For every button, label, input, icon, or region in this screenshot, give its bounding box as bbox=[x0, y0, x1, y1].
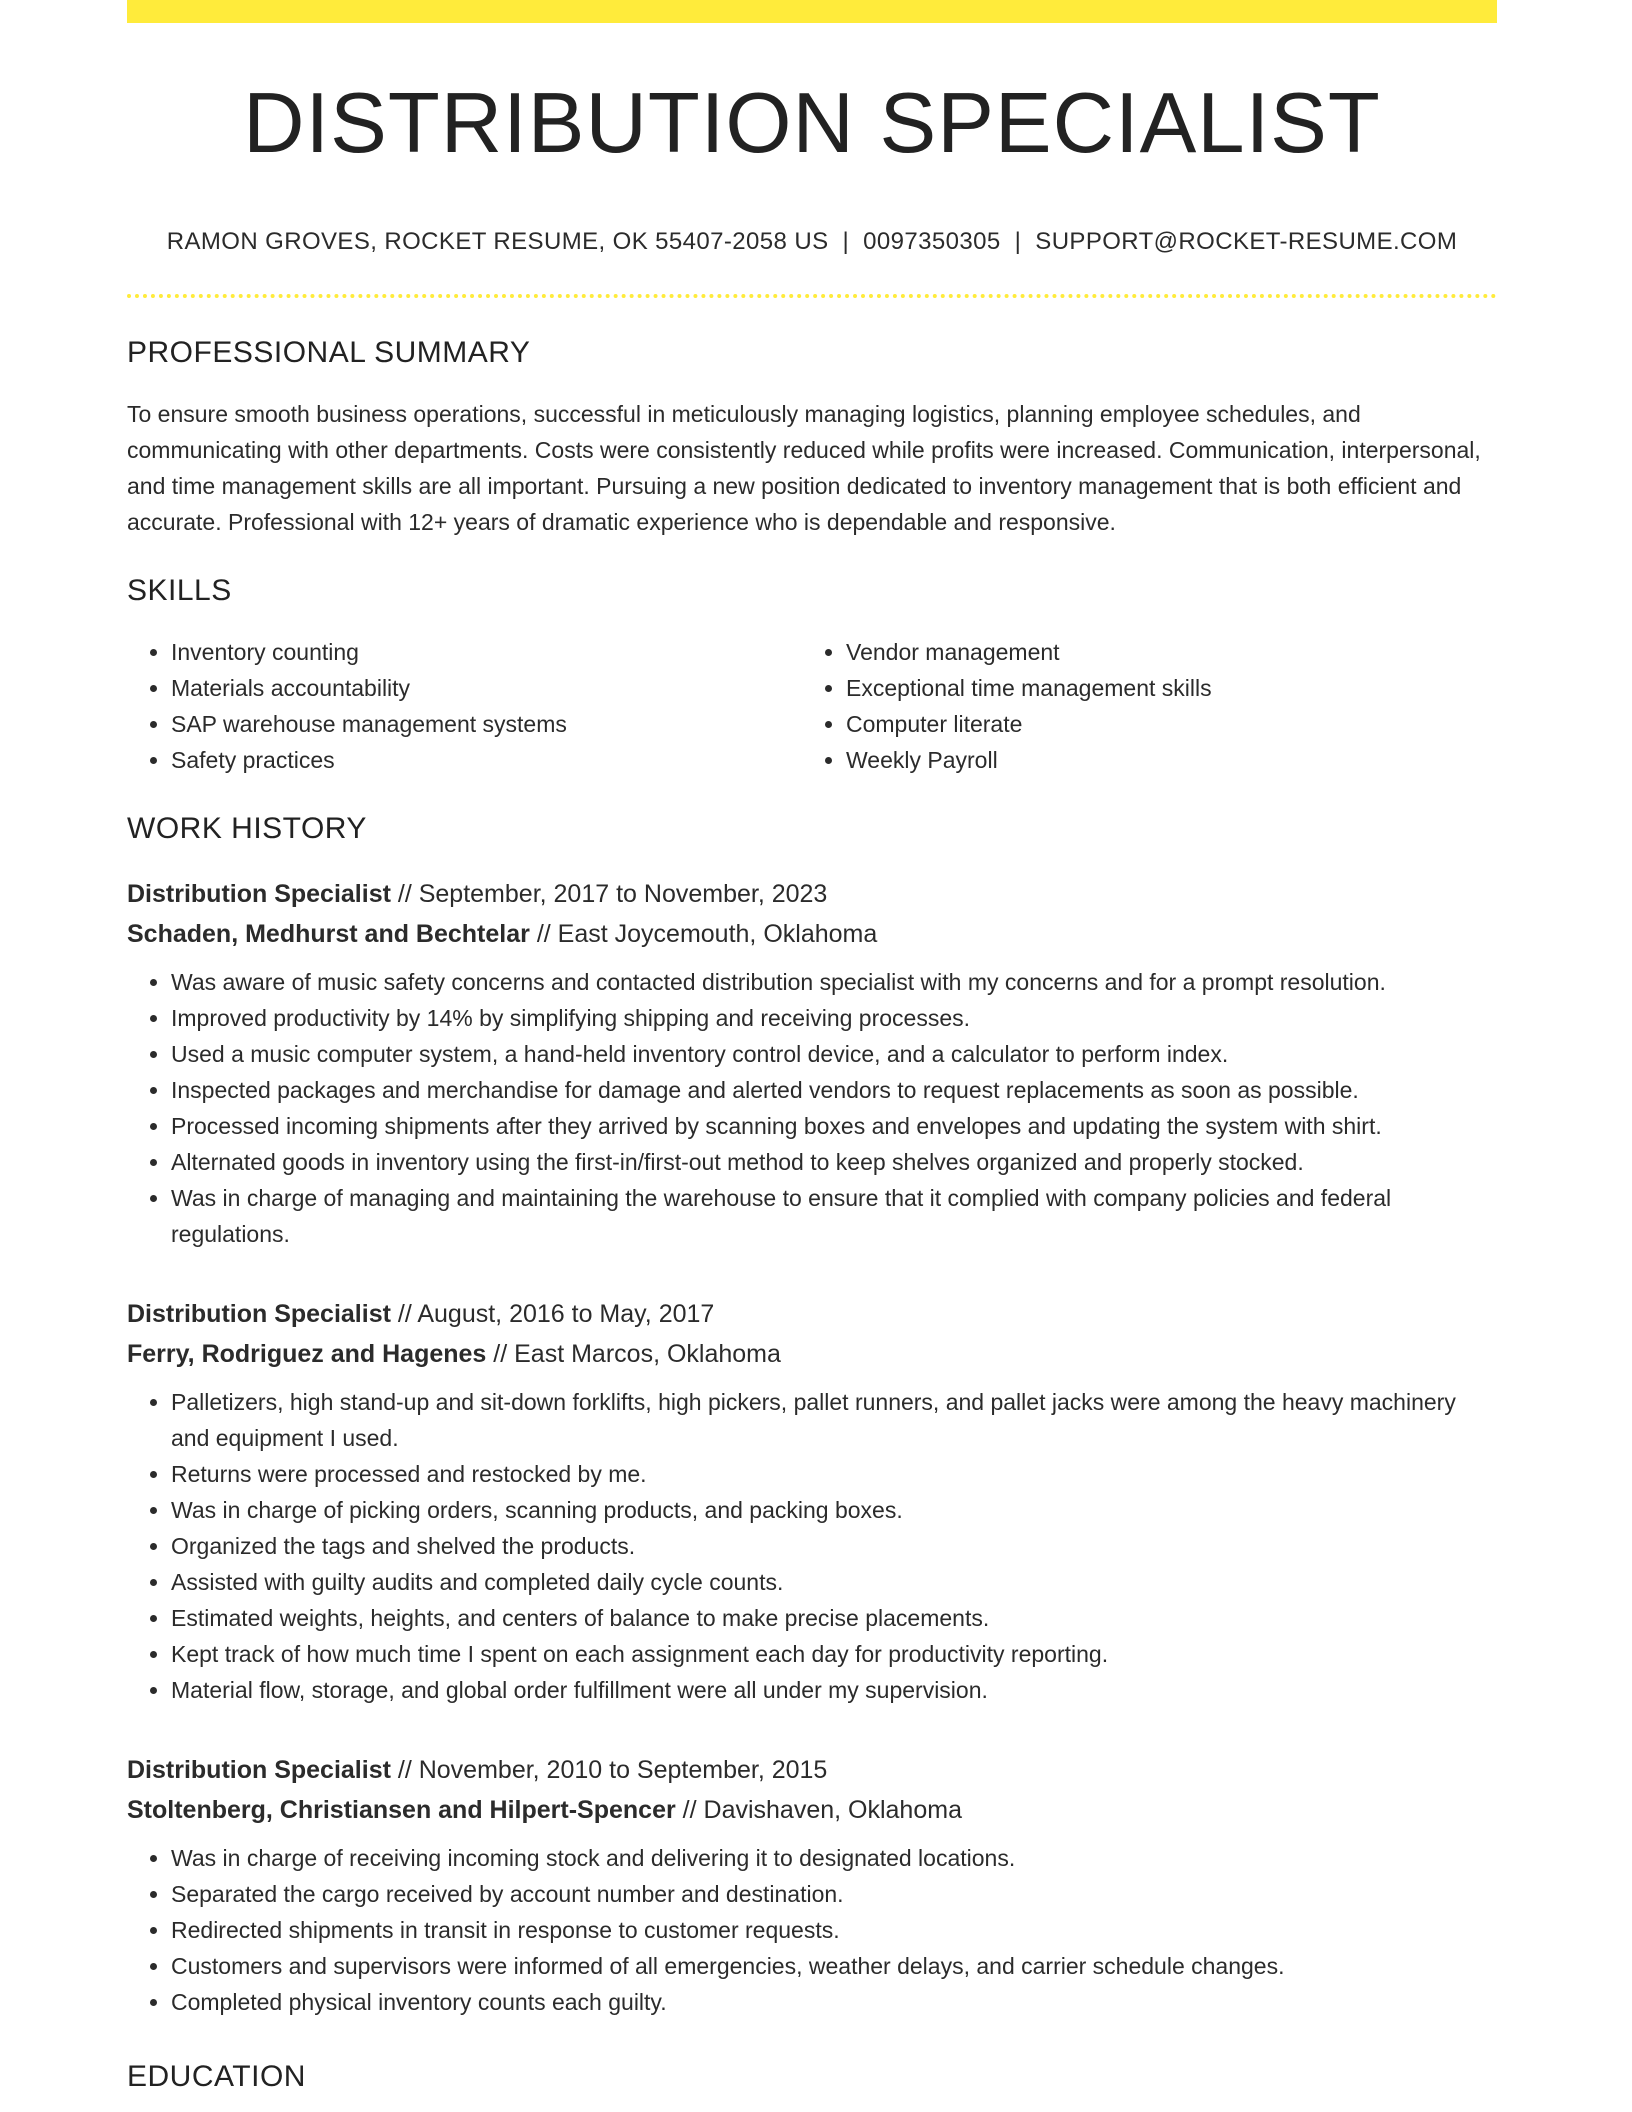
summary-heading: PROFESSIONAL SUMMARY bbox=[127, 336, 531, 369]
job-company-line bbox=[127, 1334, 1497, 1374]
job-title: Distribution Specialist bbox=[127, 1300, 391, 1328]
job-dates: // August, 2016 to May, 2017 bbox=[397, 1300, 715, 1328]
contact-address: RAMON GROVES, ROCKET RESUME, OK 55407-2058 US bbox=[166, 228, 829, 255]
resume-title: DISTRIBUTION SPECIALIST bbox=[243, 76, 1381, 171]
job-bullet: • Organized the tags and shelved the products. bbox=[171, 1528, 1497, 1564]
skill-item: • Safety practices bbox=[171, 742, 802, 778]
job-dates: // September, 2017 to November, 2023 bbox=[397, 880, 828, 908]
contact-separator: | bbox=[1014, 228, 1022, 255]
job-bullet-list bbox=[127, 964, 1497, 1252]
job-bullet-list bbox=[127, 1840, 1497, 2020]
job-bullet: • Completed physical inventory counts each guilty. bbox=[171, 1984, 1497, 2020]
work-history-heading: WORK HISTORY bbox=[127, 812, 367, 845]
skills-list-left bbox=[127, 634, 802, 778]
skill-item: • Inventory counting bbox=[171, 634, 802, 670]
job-bullet: • Was in charge of managing and maintaining the warehouse to ensure that it complied with company policies and federal regulations. bbox=[171, 1180, 1497, 1252]
job-dates: // November, 2010 to September, 2015 bbox=[397, 1756, 828, 1784]
job-entry bbox=[127, 874, 1497, 1252]
job-bullet: • Redirected shipments in transit in response to customer requests. bbox=[171, 1912, 1497, 1948]
skills-heading: SKILLS bbox=[127, 574, 232, 607]
summary-text: To ensure smooth business operations, successful in meticulously managing logistics, planning employee schedules, and communicating with other departments. Costs were consistently reduced while profits were increased. Communication, interpersonal, and time management skills are all important. Pursuing a new position dedicated to inventory management that is both efficient and accurate. Professional with 12+ years of dramatic experience who is dependable and responsive. bbox=[127, 401, 1481, 535]
job-company-line bbox=[127, 914, 1497, 954]
skill-item: • Computer literate bbox=[846, 706, 1477, 742]
job-location: // East Joycemouth, Oklahoma bbox=[536, 920, 878, 948]
job-bullet: • Material flow, storage, and global order fulfillment were all under my supervision. bbox=[171, 1672, 1497, 1708]
job-company: Schaden, Medhurst and Bechtelar bbox=[127, 920, 530, 948]
skills-grid bbox=[127, 634, 1497, 778]
job-bullet: • Separated the cargo received by account number and destination. bbox=[171, 1876, 1497, 1912]
job-bullet: • Was aware of music safety concerns and contacted distribution specialist with my concerns and for a prompt resolution. bbox=[171, 964, 1497, 1000]
job-entry bbox=[127, 1294, 1497, 1708]
job-bullet: • Assisted with guilty audits and completed daily cycle counts. bbox=[171, 1564, 1497, 1600]
skill-item: • Weekly Payroll bbox=[846, 742, 1477, 778]
skill-item: • Exceptional time management skills bbox=[846, 670, 1477, 706]
job-bullet: • Was in charge of picking orders, scanning products, and packing boxes. bbox=[171, 1492, 1497, 1528]
job-title-line bbox=[127, 1294, 1497, 1334]
job-company-line bbox=[127, 1790, 1497, 1830]
job-entry bbox=[127, 1750, 1497, 2020]
job-bullet: • Customers and supervisors were informed of all emergencies, weather delays, and carrier schedule changes. bbox=[171, 1948, 1497, 1984]
job-company: Ferry, Rodriguez and Hagenes bbox=[127, 1340, 487, 1368]
job-bullet: • Inspected packages and merchandise for damage and alerted vendors to request replacements as soon as possible. bbox=[171, 1072, 1497, 1108]
job-bullet: • Returns were processed and restocked by me. bbox=[171, 1456, 1497, 1492]
job-bullet-list bbox=[127, 1384, 1497, 1708]
job-title: Distribution Specialist bbox=[127, 880, 391, 908]
contact-phone: 0097350305 bbox=[863, 228, 1001, 255]
job-bullet: • Improved productivity by 14% by simplifying shipping and receiving processes. bbox=[171, 1000, 1497, 1036]
job-bullet: • Processed incoming shipments after they arrived by scanning boxes and envelopes and updating the system with shirt. bbox=[171, 1108, 1497, 1144]
job-bullet: • Palletizers, high stand-up and sit-down forklifts, high pickers, pallet runners, and pallet jacks were among the heavy machinery and equipment I used. bbox=[171, 1384, 1497, 1456]
top-accent-bar bbox=[127, 0, 1497, 23]
resume-page bbox=[127, 0, 1497, 2092]
education-heading: EDUCATION bbox=[127, 2060, 306, 2093]
contact-email[interactable]: SUPPORT@ROCKET-RESUME.COM bbox=[1035, 228, 1458, 255]
job-title: Distribution Specialist bbox=[127, 1756, 391, 1784]
job-title-line bbox=[127, 1750, 1497, 1790]
skills-list-right bbox=[802, 634, 1477, 778]
job-bullet: • Used a music computer system, a hand-held inventory control device, and a calculator to perform index. bbox=[171, 1036, 1497, 1072]
skill-item: • Materials accountability bbox=[171, 670, 802, 706]
job-title-line bbox=[127, 874, 1497, 914]
skill-item: • Vendor management bbox=[846, 634, 1477, 670]
job-bullet: • Estimated weights, heights, and centers of balance to make precise placements. bbox=[171, 1600, 1497, 1636]
skill-item: • SAP warehouse management systems bbox=[171, 706, 802, 742]
job-company: Stoltenberg, Christiansen and Hilpert-Spencer bbox=[127, 1796, 676, 1824]
dotted-divider bbox=[127, 294, 1497, 298]
contact-separator: | bbox=[842, 228, 850, 255]
job-bullet: • Kept track of how much time I spent on each assignment each day for productivity reporting. bbox=[171, 1636, 1497, 1672]
job-location: // Davishaven, Oklahoma bbox=[682, 1796, 962, 1824]
contact-line bbox=[127, 228, 1497, 256]
job-location: // East Marcos, Oklahoma bbox=[493, 1340, 781, 1368]
job-bullet: • Alternated goods in inventory using the first-in/first-out method to keep shelves organized and properly stocked. bbox=[171, 1144, 1497, 1180]
job-bullet: • Was in charge of receiving incoming stock and delivering it to designated locations. bbox=[171, 1840, 1497, 1876]
